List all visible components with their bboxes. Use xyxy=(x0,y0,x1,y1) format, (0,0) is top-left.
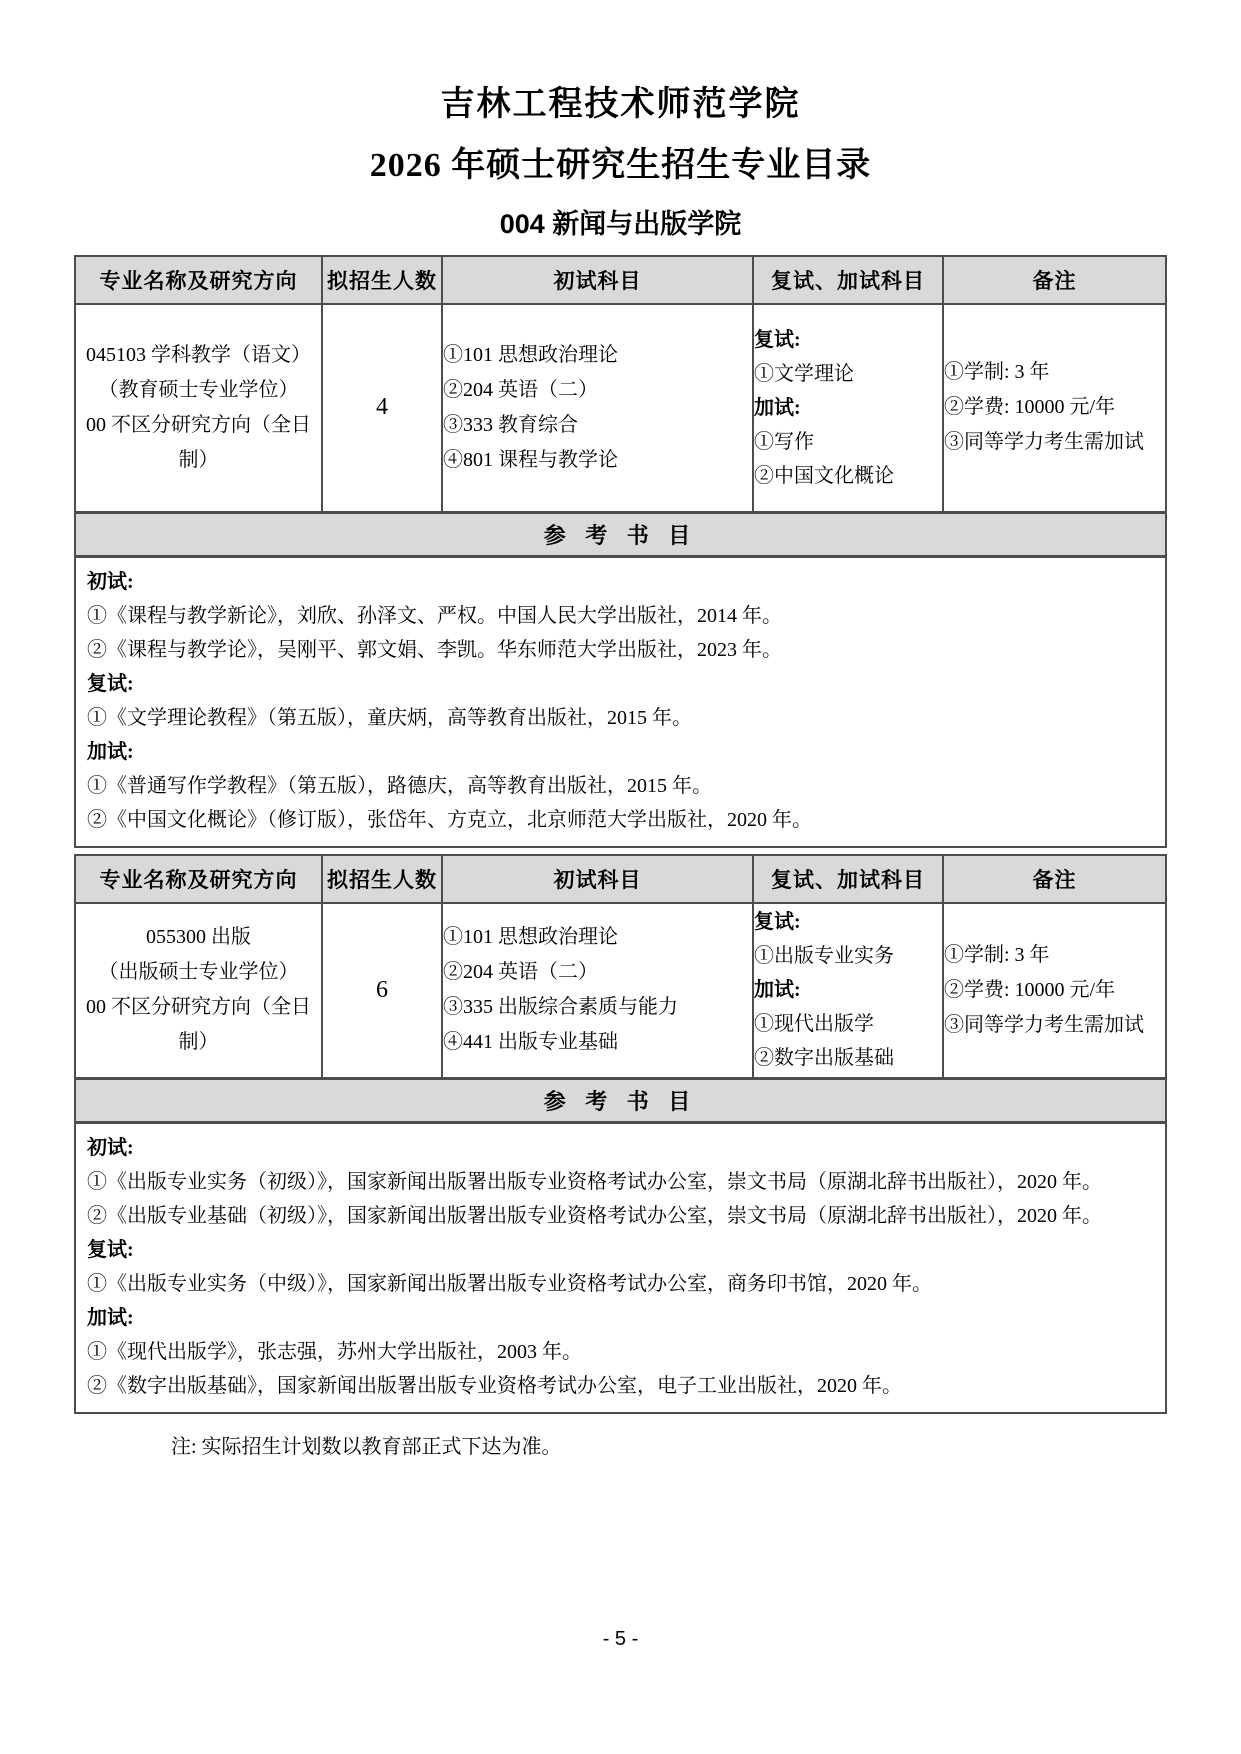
reference-books xyxy=(75,1123,1166,1414)
page-number: - 5 - xyxy=(602,1628,639,1650)
header-initial-subjects: 初试科目 xyxy=(442,855,753,903)
text-line: （出版硕士专业学位） xyxy=(98,961,299,984)
text-line: ②学费: 10000 元/年 xyxy=(944,396,1116,419)
reference-book-item: ①《现代出版学》，张志强，苏州大学出版社，2003 年。 xyxy=(87,1341,582,1363)
header-initial-subjects: 初试科目 xyxy=(442,256,753,304)
initial-subjects-cell xyxy=(442,903,753,1079)
text-line: ①写作 xyxy=(754,430,814,453)
text-line: ①现代出版学 xyxy=(754,1013,874,1036)
major-cell xyxy=(75,903,322,1079)
reference-book-item: ②《数字出版基础》，国家新闻出版署出版专业资格考试办公室，电子工业出版社，2020 年。 xyxy=(87,1375,902,1397)
retest-label: 复试: xyxy=(754,328,801,351)
reference-header-row xyxy=(75,512,1166,556)
retest-list xyxy=(754,939,942,973)
text-line: ③335 出版综合素质与能力 xyxy=(443,996,678,1019)
additional-label: 加试: xyxy=(754,396,801,419)
reference-header: 参 考 书 目 xyxy=(75,1079,1166,1123)
text-line: 055300 出版 xyxy=(146,926,251,949)
table-header-row xyxy=(75,855,1166,903)
reference-group-label: 初试: xyxy=(87,570,134,593)
header-remarks: 备注 xyxy=(943,855,1166,903)
header-enrollment: 拟招生人数 xyxy=(322,256,442,304)
reference-group-label: 初试: xyxy=(87,1137,134,1159)
college-section-title: 004 新闻与出版学院 xyxy=(499,209,742,239)
text-line: ②数字出版基础 xyxy=(754,1047,894,1070)
additional-list xyxy=(754,425,942,493)
reference-book-item: ①《文学理论教程》（第五版），童庆炳，高等教育出版社，2015 年。 xyxy=(87,706,692,729)
text-line: （教育硕士专业学位） xyxy=(98,378,299,401)
text-line: ②204 英语（二） xyxy=(443,378,598,401)
text-line: ①学制: 3 年 xyxy=(944,361,1050,384)
program-table-055300 xyxy=(74,854,1167,1415)
header-remarks: 备注 xyxy=(943,256,1166,304)
text-line: ④801 课程与教学论 xyxy=(443,448,618,471)
enrollment-cell: 6 xyxy=(322,903,442,1079)
major-cell xyxy=(75,304,322,512)
reference-group-label: 加试: xyxy=(87,1307,134,1329)
reference-book-item: ②《课程与教学论》，吴刚平、郭文娟、李凯。华东师范大学出版社，2023 年。 xyxy=(87,638,782,661)
program-row xyxy=(75,903,1166,1079)
reference-group-label: 复试: xyxy=(87,1239,134,1261)
program-row xyxy=(75,304,1166,512)
remarks-cell xyxy=(943,304,1166,512)
text-line: ②中国文化概论 xyxy=(754,464,894,487)
text-line: ③同等学力考生需加试 xyxy=(944,431,1144,454)
retest-list xyxy=(754,357,942,391)
reference-group-label: 复试: xyxy=(87,672,134,695)
reference-group-label: 加试: xyxy=(87,740,134,763)
catalog-title: 2026 年硕士研究生招生专业目录 xyxy=(369,147,872,184)
reference-book-item: ②《中国文化概论》（修订版），张岱年、方克立，北京师范大学出版社，2020 年。 xyxy=(87,808,812,831)
program-table-045103 xyxy=(74,255,1167,848)
retest-subjects-cell xyxy=(753,304,943,512)
text-line: ③333 教育综合 xyxy=(443,413,578,436)
header-retest-subjects: 复试、加试科目 xyxy=(753,256,943,304)
reference-book-item: ①《课程与教学新论》，刘欣、孙泽文、严权。中国人民大学出版社，2014 年。 xyxy=(87,604,782,627)
text-line: 00 不区分研究方向（全日制） xyxy=(86,996,311,1054)
text-line: ①学制: 3 年 xyxy=(944,943,1050,966)
initial-subjects-cell xyxy=(442,304,753,512)
text-line: ①101 思想政治理论 xyxy=(443,343,618,366)
reference-header-row xyxy=(75,1079,1166,1123)
remarks-cell xyxy=(943,903,1166,1079)
footnote: 注: 实际招生计划数以教育部正式下达为准。 xyxy=(171,1436,562,1458)
header-retest-subjects: 复试、加试科目 xyxy=(753,855,943,903)
additional-label: 加试: xyxy=(754,979,801,1002)
text-line: ③同等学力考生需加试 xyxy=(944,1013,1144,1036)
enrollment-cell: 4 xyxy=(322,304,442,512)
reference-body-row xyxy=(75,556,1166,847)
header-enrollment: 拟招生人数 xyxy=(322,855,442,903)
text-line: ④441 出版专业基础 xyxy=(443,1031,618,1054)
reference-book-item: ①《普通写作学教程》（第五版），路德庆，高等教育出版社，2015 年。 xyxy=(87,774,712,797)
header-major: 专业名称及研究方向 xyxy=(75,256,322,304)
reference-body-row xyxy=(75,1123,1166,1414)
additional-list xyxy=(754,1007,942,1075)
text-line: 045103 学科教学（语文） xyxy=(86,343,311,366)
reference-book-item: ①《出版专业实务（中级）》，国家新闻出版署出版专业资格考试办公室，商务印书馆，2020 年。 xyxy=(87,1273,932,1295)
text-line: 00 不区分研究方向（全日制） xyxy=(86,413,311,471)
reference-books xyxy=(75,556,1166,847)
table-header-row xyxy=(75,256,1166,304)
reference-book-item: ②《出版专业基础（初级）》，国家新闻出版署出版专业资格考试办公室，崇文书局（原湖北辞书出版社），2020 年。 xyxy=(87,1205,1102,1227)
text-line: ①出版专业实务 xyxy=(754,945,894,968)
university-title: 吉林工程技术师范学院 xyxy=(440,86,801,123)
text-line: ②学费: 10000 元/年 xyxy=(944,978,1116,1001)
retest-subjects-cell xyxy=(753,903,943,1079)
text-line: ②204 英语（二） xyxy=(443,961,598,984)
header-major: 专业名称及研究方向 xyxy=(75,855,322,903)
retest-label: 复试: xyxy=(754,911,801,934)
text-line: ①文学理论 xyxy=(754,362,854,385)
reference-header: 参 考 书 目 xyxy=(75,512,1166,556)
reference-book-item: ①《出版专业实务（初级）》，国家新闻出版署出版专业资格考试办公室，崇文书局（原湖北辞书出版社），2020 年。 xyxy=(87,1171,1102,1193)
text-line: ①101 思想政治理论 xyxy=(443,926,618,949)
